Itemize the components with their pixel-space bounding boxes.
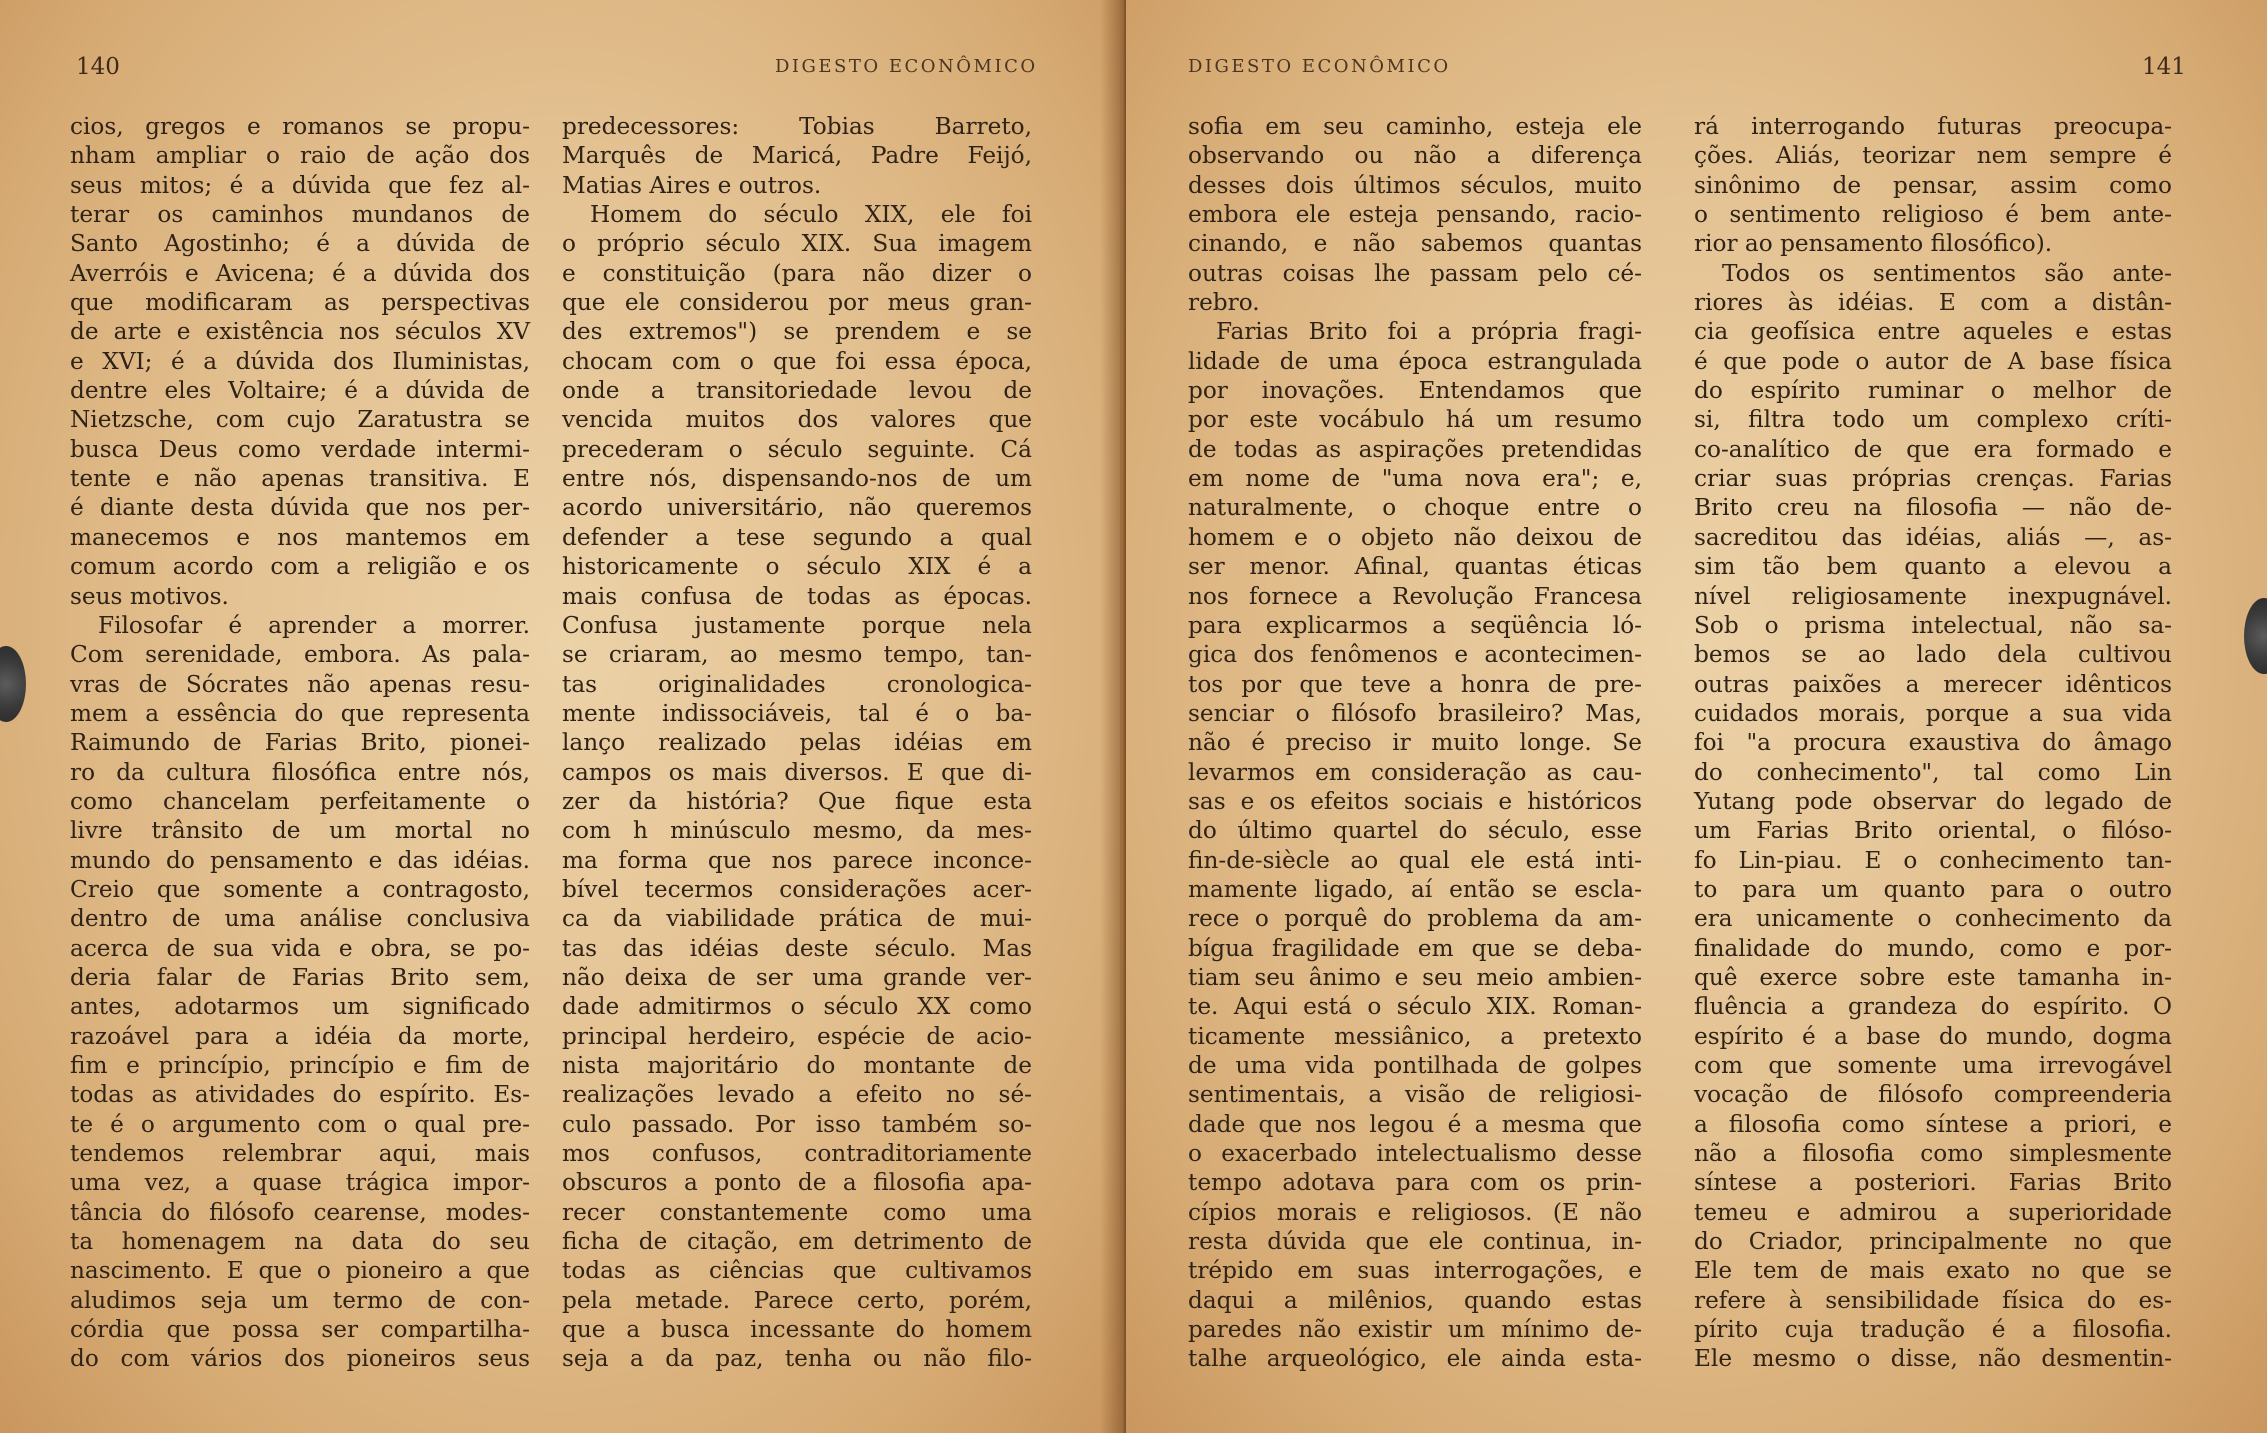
text-line: trépido em suas interrogações, e [1188, 1257, 1642, 1285]
text-line: um Farias Brito oriental, o filóso- [1694, 817, 2172, 845]
text-line: fin-de-siècle ao qual ele está inti- [1188, 846, 1642, 874]
text-line: fim e princípio, princípio e fim de [70, 1052, 530, 1079]
text-line: Filosofar é aprender a morrer. [98, 611, 530, 639]
text-line: mos confusos, contraditoriamente [562, 1140, 1032, 1168]
text-line: e XVI; é a dúvida dos Iluministas, [70, 347, 530, 375]
text-line: é que pode o autor de A base física [1694, 347, 2172, 375]
text-line: acerca de sua vida e obra, se po- [70, 934, 530, 962]
text-line: terar os caminhos mundanos de [70, 201, 530, 229]
text-line: Marquês de Maricá, Padre Feijó, [562, 142, 1032, 170]
text-line: resta dúvida que ele continua, in- [1188, 1228, 1642, 1256]
right-page [1126, 0, 2267, 1433]
text-line: vencida muitos dos valores que [562, 406, 1032, 434]
left-page [0, 0, 1120, 1433]
text-line: rá interrogando futuras preocupa- [1694, 113, 2172, 140]
text-line: predecessores: Tobias Barreto, [562, 113, 1032, 140]
text-line: que ele considerou por meus gran- [562, 289, 1032, 317]
text-line: vocação de filósofo compreenderia [1694, 1081, 2172, 1109]
text-line: entre nós, dispensando-nos de um [562, 465, 1032, 493]
text-line: desses dois últimos séculos, muito [1188, 171, 1642, 199]
text-line: rece o porquê do problema da am- [1188, 905, 1642, 933]
running-head: DIGESTO ECONÔMICO [1188, 56, 1451, 77]
text-line: Todos os sentimentos são ante- [1722, 259, 2172, 287]
text-line: todas as ciências que cultivamos [562, 1257, 1032, 1285]
text-line: zer da história? Que fique esta [562, 787, 1032, 815]
text-line: temeu e admirou a superioridade [1694, 1198, 2172, 1226]
text-line: busca Deus como verdade intermi- [70, 435, 530, 463]
text-column-left-1 [70, 112, 530, 1374]
text-line: cípios morais e religiosos. (E não [1188, 1198, 1642, 1226]
text-line: mundo do pensamento e das idéias. [70, 846, 530, 874]
text-line: vras de Sócrates não apenas resu- [70, 670, 530, 698]
text-line: nível religiosamente inexpugnável. [1694, 582, 2172, 610]
text-line: pírito cuja tradução é a filosofia. [1694, 1316, 2172, 1344]
text-line: dade admitirmos o século XX como [562, 993, 1032, 1021]
text-line: Ele mesmo o disse, não desmentin- [1694, 1345, 2172, 1373]
text-line: cia geofísica entre aqueles e estas [1694, 318, 2172, 346]
text-line: dentre eles Voltaire; é a dúvida de [70, 377, 530, 405]
text-line: co-analítico de que era formado e [1694, 435, 2172, 463]
text-line: Sob o prisma intelectual, não sa- [1694, 611, 2172, 639]
text-line: bígua fragilidade em que se deba- [1188, 934, 1642, 962]
text-line: com que somente uma irrevogável [1694, 1052, 2172, 1079]
text-line: córdia que possa ser compartilha- [70, 1316, 530, 1344]
text-line: des extremos") se prendem e se [562, 318, 1032, 346]
text-line: como chancelam perfeitamente o [70, 787, 530, 815]
text-line: riores às idéias. E com a distân- [1694, 289, 2172, 317]
text-line: lanço realizado pelas idéias em [562, 729, 1032, 757]
text-line: dentro de uma análise conclusiva [70, 905, 530, 933]
text-line: é diante desta dúvida que nos per- [70, 494, 530, 522]
text-line: principal herdeiro, espécie de acio- [562, 1022, 1032, 1050]
text-line: sinônimo de pensar, assim como [1694, 171, 2172, 199]
text-line: do espírito ruminar o melhor de [1694, 377, 2172, 405]
text-line: mais confusa de todas as épocas. [562, 582, 1032, 610]
text-line: Nietzsche, com cujo Zaratustra se [70, 406, 530, 434]
text-line: do Criador, principalmente no que [1694, 1228, 2172, 1256]
text-line: aludimos seja um termo de con- [70, 1286, 530, 1314]
text-line: daqui a milênios, quando estas [1188, 1286, 1642, 1314]
text-line: te é o argumento com o qual pre- [70, 1110, 530, 1138]
text-line: bível tecermos considerações acer- [562, 875, 1032, 903]
text-line: não deixa de ser uma grande ver- [562, 963, 1032, 991]
text-line: Com serenidade, embora. As pala- [70, 641, 530, 669]
text-line: culo passado. Por isso também so- [562, 1110, 1032, 1138]
text-line: onde a transitoriedade levou de [562, 377, 1032, 405]
text-line: de arte e existência nos séculos XV [70, 318, 530, 346]
text-line: nista majoritário do montante de [562, 1052, 1032, 1079]
text-line: rebro. [1188, 289, 1260, 317]
text-line: espírito é a base do mundo, dogma [1694, 1022, 2172, 1050]
text-line: do com vários dos pioneiros seus [70, 1345, 530, 1373]
text-line: foi "a procura exaustiva do âmago [1694, 729, 2172, 757]
text-line: antes, adotarmos um significado [70, 993, 530, 1021]
text-line: fluência a grandeza do espírito. O [1694, 993, 2172, 1021]
text-line: seja a da paz, tenha ou não filo- [562, 1345, 1032, 1373]
text-line: fo Lin-piau. E o conhecimento tan- [1694, 846, 2172, 874]
text-line: ma forma que nos parece inconce- [562, 846, 1032, 874]
text-line: cinando, e não sabemos quantas [1188, 230, 1642, 258]
text-line: bemos se ao lado dela cultivou [1694, 641, 2172, 669]
text-line: todas as atividades do espírito. Es- [70, 1081, 530, 1109]
text-line: quê exerce sobre este tamanha in- [1694, 963, 2172, 991]
text-line: tos por que teve a honra de pre- [1188, 670, 1642, 698]
text-line: deria falar de Farias Brito sem, [70, 963, 530, 991]
text-line: Farias Brito foi a própria fragi- [1216, 318, 1642, 346]
text-line: criar suas próprias crenças. Farias [1694, 465, 2172, 493]
text-line: mem a essência do que representa [70, 699, 530, 727]
text-line: chocam com o que foi essa época, [562, 347, 1032, 375]
text-line: do último quartel do século, esse [1188, 817, 1642, 845]
text-line: de uma vida pontilhada de golpes [1188, 1052, 1642, 1079]
text-line: do conhecimento", tal como Lin [1694, 758, 2172, 786]
text-column-right-2 [1694, 112, 2172, 1374]
text-line: defender a tese segundo a qual [562, 523, 1032, 551]
text-line: dade que nos legou é a mesma que [1188, 1110, 1642, 1138]
text-line: a filosofia como síntese a priori, e [1694, 1110, 2172, 1138]
text-line: Yutang pode observar do legado de [1694, 787, 2172, 815]
text-line: sofia em seu caminho, esteja ele [1188, 113, 1642, 140]
text-line: nos fornece a Revolução Francesa [1188, 582, 1642, 610]
binder-hole [0, 646, 26, 722]
text-line: acordo universitário, não queremos [562, 494, 1032, 522]
text-line: Santo Agostinho; é a dúvida de [70, 230, 530, 258]
text-line: Ele tem de mais exato no que se [1694, 1257, 2172, 1285]
text-line: o próprio século XIX. Sua imagem [562, 230, 1032, 258]
text-line: si, filtra todo um complexo críti- [1694, 406, 2172, 434]
text-line: síntese a posteriori. Farias Brito [1694, 1169, 2172, 1197]
text-line: comum acordo com a religião e os [70, 553, 530, 581]
text-line: por este vocábulo há um resumo [1188, 406, 1642, 434]
running-head: DIGESTO ECONÔMICO [775, 56, 1038, 77]
text-line: to para um quanto para o outro [1694, 875, 2172, 903]
text-line: paredes não existir um mínimo de- [1188, 1316, 1642, 1344]
page-number: 141 [2142, 54, 2186, 80]
text-line: Averróis e Avicena; é a dúvida dos [70, 259, 530, 287]
text-line: historicamente o século XIX é a [562, 553, 1032, 581]
text-line: obscuros a ponto de a filosofia apa- [562, 1169, 1032, 1197]
text-line: nascimento. E que o pioneiro a que [70, 1257, 530, 1285]
text-line: tância do filósofo cearense, modes- [70, 1198, 530, 1226]
text-line: tempo adotava para com os prin- [1188, 1169, 1642, 1197]
text-line: cuidados morais, porque a sua vida [1694, 699, 2172, 727]
text-line: observando ou não a diferença [1188, 142, 1642, 170]
text-line: Raimundo de Farias Brito, pionei- [70, 729, 530, 757]
text-line: tiam seu ânimo e seu meio ambien- [1188, 963, 1642, 991]
text-line: para explicarmos a seqüência ló- [1188, 611, 1642, 639]
text-line: outras paixões a merecer idênticos [1694, 670, 2172, 698]
text-line: tas originalidades cronologica- [562, 670, 1032, 698]
text-line: sas e os efeitos sociais e históricos [1188, 787, 1642, 815]
text-line: com h minúsculo mesmo, da mes- [562, 817, 1032, 845]
text-line: sentimentais, a visão de religiosi- [1188, 1081, 1642, 1109]
text-line: de todas as aspirações pretendidas [1188, 435, 1642, 463]
text-line: nham ampliar o raio de ação dos [70, 142, 530, 170]
text-line: tas das idéias deste século. Mas [562, 934, 1032, 962]
text-line: o sentimento religioso é bem ante- [1694, 201, 2172, 229]
text-line: se criaram, ao mesmo tempo, tan- [562, 641, 1032, 669]
text-line: sacreditou das idéias, aliás —, as- [1694, 523, 2172, 551]
text-line: precederam o século seguinte. Cá [562, 435, 1032, 463]
text-line: era unicamente o conhecimento da [1694, 905, 2172, 933]
text-line: não é preciso ir muito longe. Se [1188, 729, 1642, 757]
text-line: o exacerbado intelectualismo desse [1188, 1140, 1642, 1168]
text-line: mamente ligado, aí então se escla- [1188, 875, 1642, 903]
text-line: seus motivos. [70, 582, 229, 610]
text-line: mente indissociáveis, tal é o ba- [562, 699, 1032, 727]
text-line: rior ao pensamento filosófico). [1694, 230, 2053, 258]
text-line: livre trânsito de um mortal no [70, 817, 530, 845]
text-line: ções. Aliás, teorizar nem sempre é [1694, 142, 2172, 170]
text-column-right-1 [1188, 112, 1642, 1374]
text-line: uma vez, a quase trágica impor- [70, 1169, 530, 1197]
text-line: ticamente messiânico, a pretexto [1188, 1022, 1642, 1050]
text-line: cios, gregos e romanos se propu- [70, 113, 530, 140]
text-line: seus mitos; é a dúvida que fez al- [70, 171, 530, 199]
text-line: ficha de citação, em detrimento de [562, 1228, 1032, 1256]
text-line: campos os mais diversos. E que di- [562, 758, 1032, 786]
text-line: por inovações. Entendamos que [1188, 377, 1642, 405]
text-line: recer constantemente como uma [562, 1198, 1032, 1226]
text-line: ser menor. Afinal, quantas éticas [1188, 553, 1642, 581]
text-line: e constituição (para não dizer o [562, 259, 1032, 287]
text-line: ta homenagem na data do seu [70, 1228, 530, 1256]
text-line: pela metade. Parece certo, porém, [562, 1286, 1032, 1314]
binder-hole [2244, 598, 2267, 674]
text-line: Homem do século XIX, ele foi [590, 201, 1032, 229]
text-line: homem e o objeto não deixou de [1188, 523, 1642, 551]
text-line: embora ele esteja pensando, racio- [1188, 201, 1642, 229]
text-line: te. Aqui está o século XIX. Roman- [1188, 993, 1642, 1021]
text-line: sim tão bem quanto a elevou a [1694, 553, 2172, 581]
text-line: Creio que somente a contragosto, [70, 875, 530, 903]
text-line: manecemos e nos mantemos em [70, 523, 530, 551]
text-line: razoável para a idéia da morte, [70, 1022, 530, 1050]
text-line: Confusa justamente porque nela [562, 611, 1032, 639]
text-line: refere à sensibilidade física do es- [1694, 1286, 2172, 1314]
text-line: não a filosofia como simplesmente [1694, 1140, 2172, 1168]
text-line: naturalmente, o choque entre o [1188, 494, 1642, 522]
text-column-left-2 [562, 112, 1032, 1374]
text-line: ro da cultura filosófica entre nós, [70, 758, 530, 786]
text-line: realizações levado a efeito no sé- [562, 1081, 1032, 1109]
text-line: que a busca incessante do homem [562, 1316, 1032, 1344]
text-line: em nome de "uma nova era"; e, [1188, 465, 1642, 493]
text-line: senciar o filósofo brasileiro? Mas, [1188, 699, 1642, 727]
text-line: Brito creu na filosofia — não de- [1694, 494, 2172, 522]
text-line: talhe arqueológico, ele ainda esta- [1188, 1345, 1642, 1373]
text-line: ca da viabilidade prática de mui- [562, 905, 1032, 933]
text-line: tendemos relembrar aqui, mais [70, 1140, 530, 1168]
text-line: outras coisas lhe passam pelo cé- [1188, 259, 1642, 287]
text-line: lidade de uma época estrangulada [1188, 347, 1642, 375]
text-line: levarmos em consideração as cau- [1188, 758, 1642, 786]
text-line: finalidade do mundo, como e por- [1694, 934, 2172, 962]
text-line: gica dos fenômenos e acontecimen- [1188, 641, 1642, 669]
text-line: que modificaram as perspectivas [70, 289, 530, 317]
text-line: Matias Aires e outros. [562, 171, 822, 199]
page-number: 140 [76, 54, 120, 80]
text-line: tente e não apenas transitiva. E [70, 465, 530, 493]
